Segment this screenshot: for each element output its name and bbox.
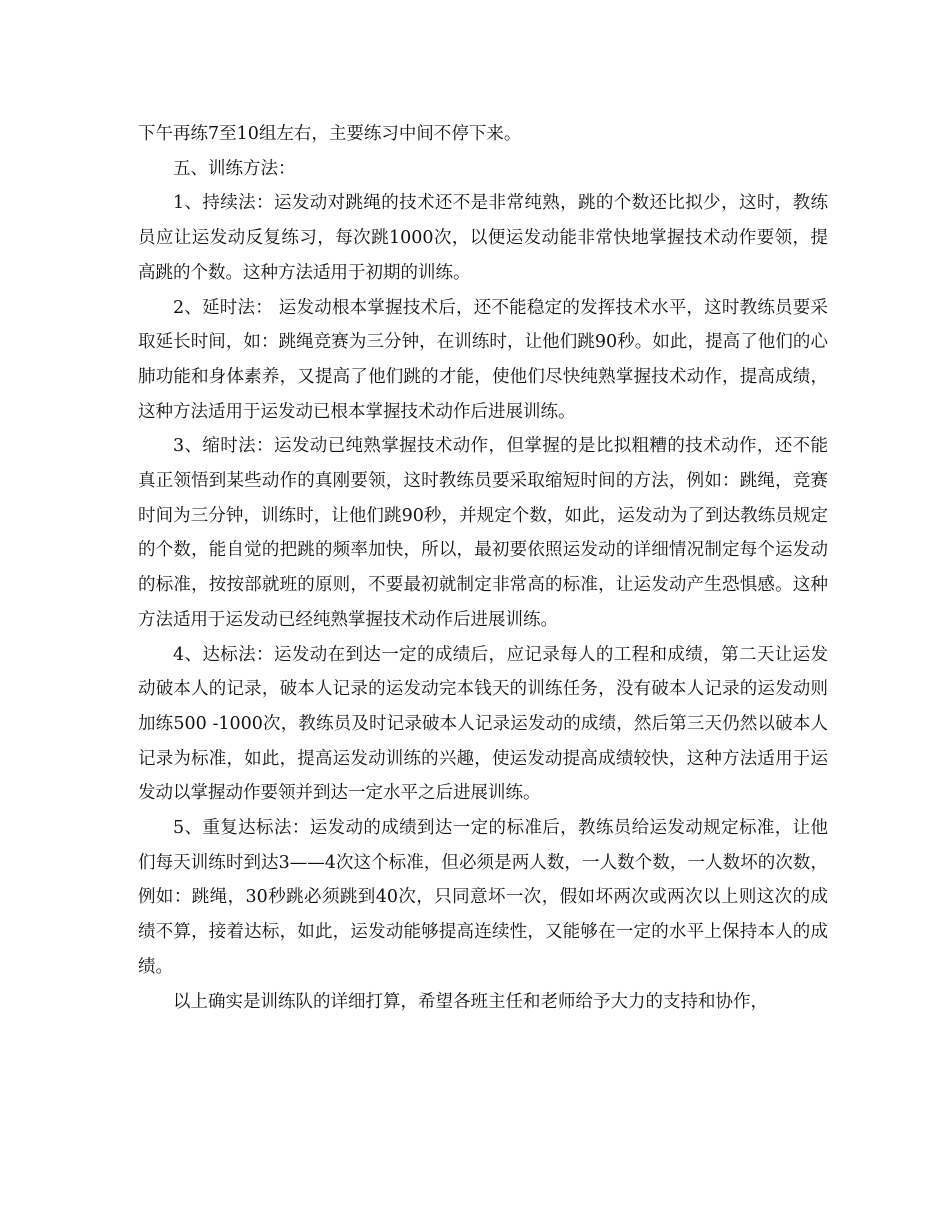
paragraph-method-2: 2、延时法： 运发动根本掌握技术后，还不能稳定的发挥技术水平，这时教练员要采取延长时间，如：跳绳竞赛为三分钟，在训练时，让他们跳90秒。如此，提高了他们的心肺功能和身体素养，又提高了他们跳的才能，使他们尽快纯熟掌握技术动作，提高成绩，这种方法适用于运发动已根本掌握技术动作后进展训练。 [138, 297, 828, 422]
section-heading-training-methods: 五、训练方法： [173, 158, 296, 179]
paragraph-method-5: 5、重复达标法：运发动的成绩到达一定的标准后，教练员给运发动规定标准，让他们每天训练时到达3——4次这个标准，但必须是两人数，一人数个数，一人数坏的次数，例如：跳绳，30秒跳必须跳到40次，只同意坏一次，假如坏两次或两次以上则这次的成绩不算，接着达标，如此，运发动能够提高连续性，又能够在一定的水平上保持本人的成绩。 [138, 818, 828, 977]
paragraph-method-4: 4、达标法：运发动在到达一定的成绩后，应记录每人的工程和成绩，第二天让运发动破本人的记录，破本人记录的运发动完本钱天的训练任务，没有破本人记录的运发动则加练500 -1000次，教练员及时记录破本人记录运发动的成绩，然后第三天仍然以破本人记录为标准，如此，提高运发动训练的兴趣，使运发动提高成绩较快，这种方法适用于运发动以掌握动作要领并到达一定水平之后进展训练。 [138, 644, 828, 804]
paragraph-continuation: 下午再练7至10组左右，主要练习中间不停下来。 [138, 124, 522, 144]
document-body [138, 117, 828, 1019]
paragraph-method-1: 1、持续法：运发动对跳绳的技术还不是非常纯熟，跳的个数还比拟少，这时，教练员应让运发动反复练习，每次跳1000次，以便运发动能非常快地掌握技术动作要领，提高跳的个数。这种方法适用于初期的训练。 [138, 193, 828, 283]
paragraph-closing: 以上确实是训练队的详细打算，希望各班主任和老师给予大力的支持和协作， [173, 991, 768, 1012]
paragraph-method-3: 3、缩时法：运发动已纯熟掌握技术动作，但掌握的是比拟粗糟的技术动作，还不能真正领悟到某些动作的真刚要领，这时教练员要采取缩短时间的方法，例如：跳绳，竞赛时间为三分钟，训练时，让他们跳90秒，并规定个数，如此，运发动为了到达教练员规定的个数，能自觉的把跳的频率加快，所以，最初要依照运发动的详细情况制定每个运发动的标准，按按部就班的原则，不要最初就制定非常高的标准，让运发动产生恐惧感。这种方法适用于运发动已经纯熟掌握技术动作后进展训练。 [138, 436, 828, 630]
